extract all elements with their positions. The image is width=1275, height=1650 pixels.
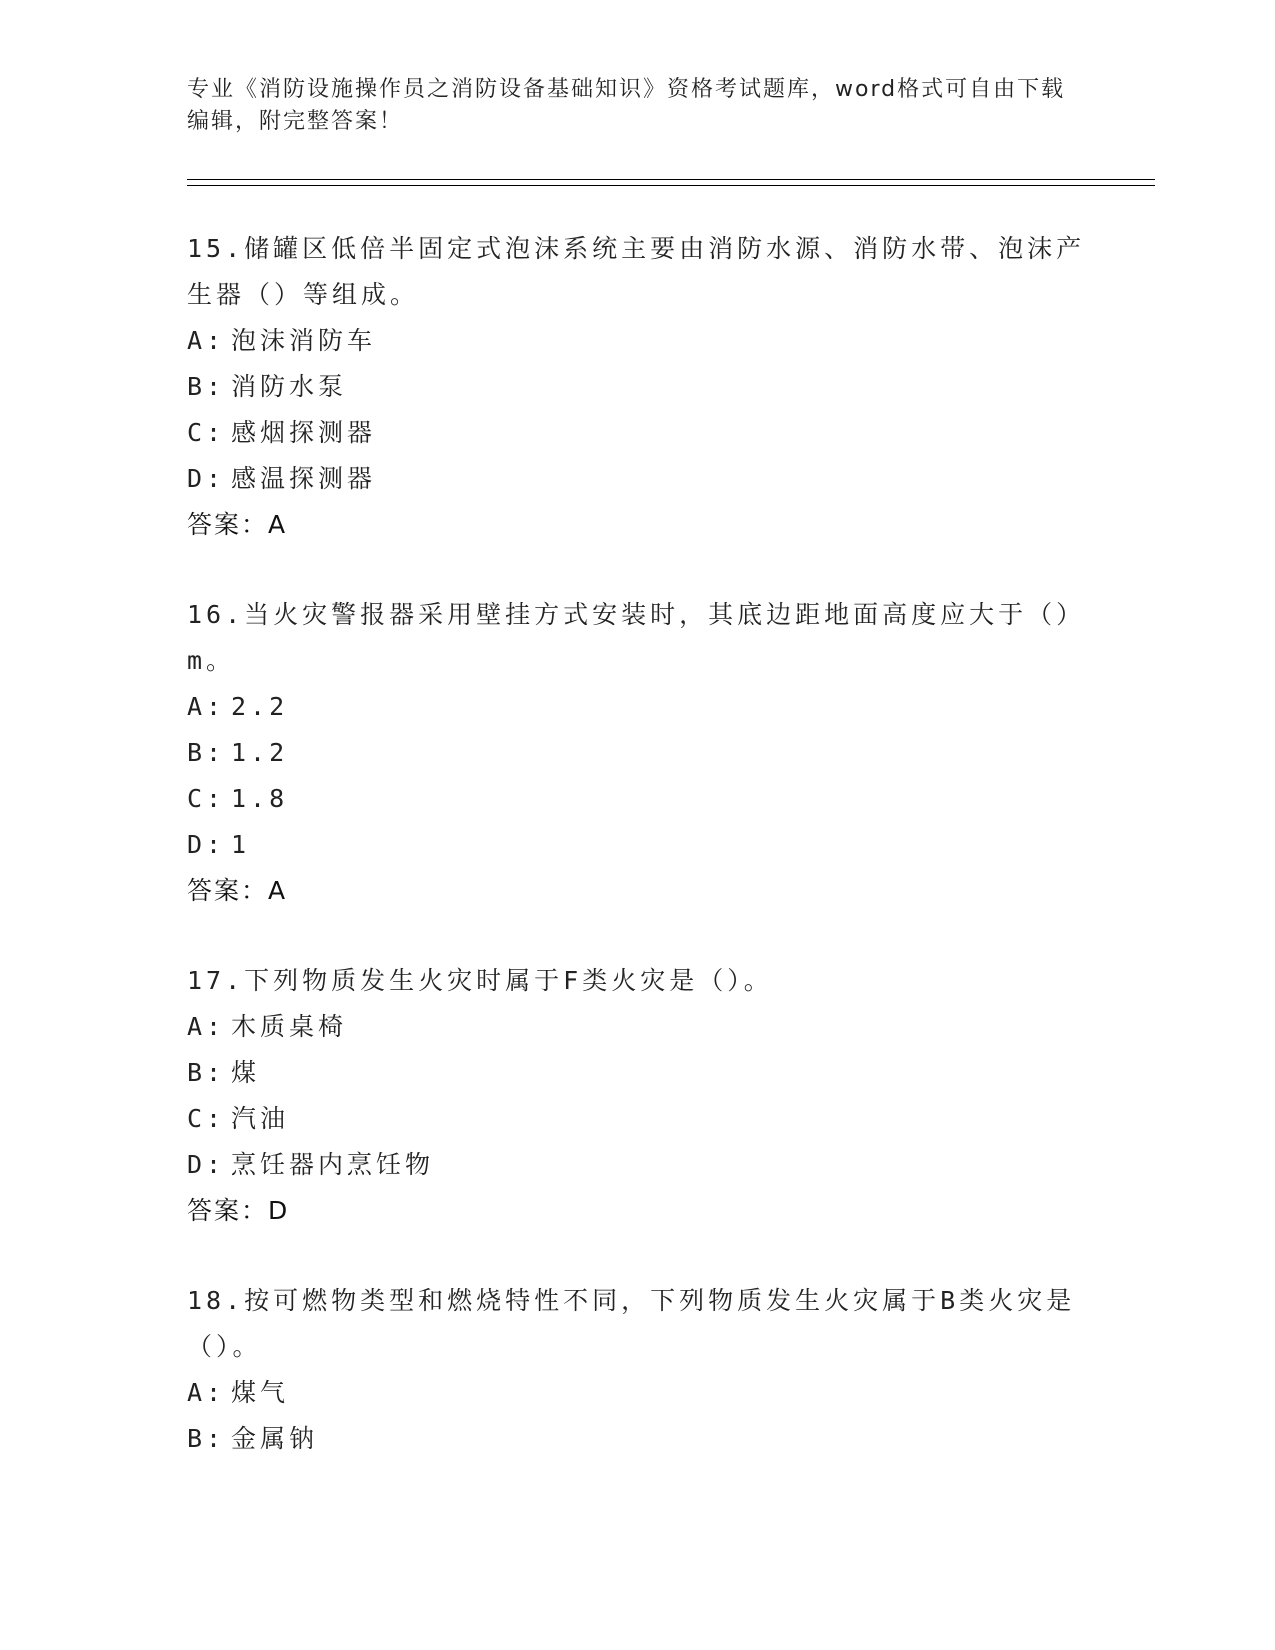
option-d <box>187 456 1087 502</box>
question-stem: 17.下列物质发生火灾时属于F类火灾是（）。 <box>187 966 773 995</box>
option-b <box>187 364 1087 410</box>
option-text: 感温探测器 <box>231 464 377 493</box>
option-key: D: <box>187 464 226 493</box>
question-16 <box>187 592 1087 914</box>
option-c <box>187 776 1087 822</box>
option-text: 消防水泵 <box>231 372 348 401</box>
option-key: B: <box>187 372 226 401</box>
question-15 <box>187 226 1087 548</box>
option-text: 煤 <box>231 1058 261 1087</box>
option-key: A: <box>187 326 226 355</box>
option-key: D: <box>187 1150 226 1179</box>
option-key: A: <box>187 1378 226 1407</box>
answer-line: 答案：A <box>187 510 288 539</box>
option-text: 1.2 <box>231 738 289 767</box>
option-text: 1.8 <box>231 784 289 813</box>
option-key: C: <box>187 1104 226 1133</box>
question-17 <box>187 958 1087 1234</box>
question-stem: 15.储罐区低倍半固定式泡沫系统主要由消防水源、消防水带、泡沫产生器（）等组成。 <box>187 234 1086 309</box>
option-text: 泡沫消防车 <box>231 326 377 355</box>
option-b <box>187 730 1087 776</box>
option-a <box>187 1370 1087 1416</box>
question-18 <box>187 1278 1087 1462</box>
option-key: A: <box>187 692 226 721</box>
answer-line: 答案：D <box>187 1196 290 1225</box>
option-key: C: <box>187 784 226 813</box>
option-text: 煤气 <box>231 1378 290 1407</box>
option-d <box>187 1142 1087 1188</box>
option-a <box>187 318 1087 364</box>
option-b <box>187 1050 1087 1096</box>
option-b <box>187 1416 1087 1462</box>
option-text: 木质桌椅 <box>231 1012 348 1041</box>
option-text: 烹饪器内烹饪物 <box>231 1150 435 1179</box>
question-stem: 18.按可燃物类型和燃烧特性不同，下列物质发生火灾属于B类火灾是（）。 <box>187 1286 1076 1361</box>
document-header: 专业《消防设施操作员之消防设备基础知识》资格考试题库，word格式可自由下载编辑，附完整答案！ <box>187 77 1066 134</box>
option-c <box>187 1096 1087 1142</box>
option-d <box>187 822 1087 868</box>
option-text: 感烟探测器 <box>231 418 377 447</box>
option-text: 1 <box>231 830 251 859</box>
option-c <box>187 410 1087 456</box>
option-text: 金属钠 <box>231 1424 319 1453</box>
answer-line: 答案：A <box>187 876 288 905</box>
option-key: B: <box>187 1058 226 1087</box>
question-stem: 16.当火灾警报器采用壁挂方式安装时，其底边距地面高度应大于（）m。 <box>187 600 1086 675</box>
option-key: C: <box>187 418 226 447</box>
option-a <box>187 1004 1087 1050</box>
header-divider <box>187 179 1155 186</box>
option-text: 2.2 <box>231 692 289 721</box>
option-key: D: <box>187 830 226 859</box>
option-key: B: <box>187 738 226 767</box>
option-key: A: <box>187 1012 226 1041</box>
option-key: B: <box>187 1424 226 1453</box>
option-a <box>187 684 1087 730</box>
option-text: 汽油 <box>231 1104 290 1133</box>
